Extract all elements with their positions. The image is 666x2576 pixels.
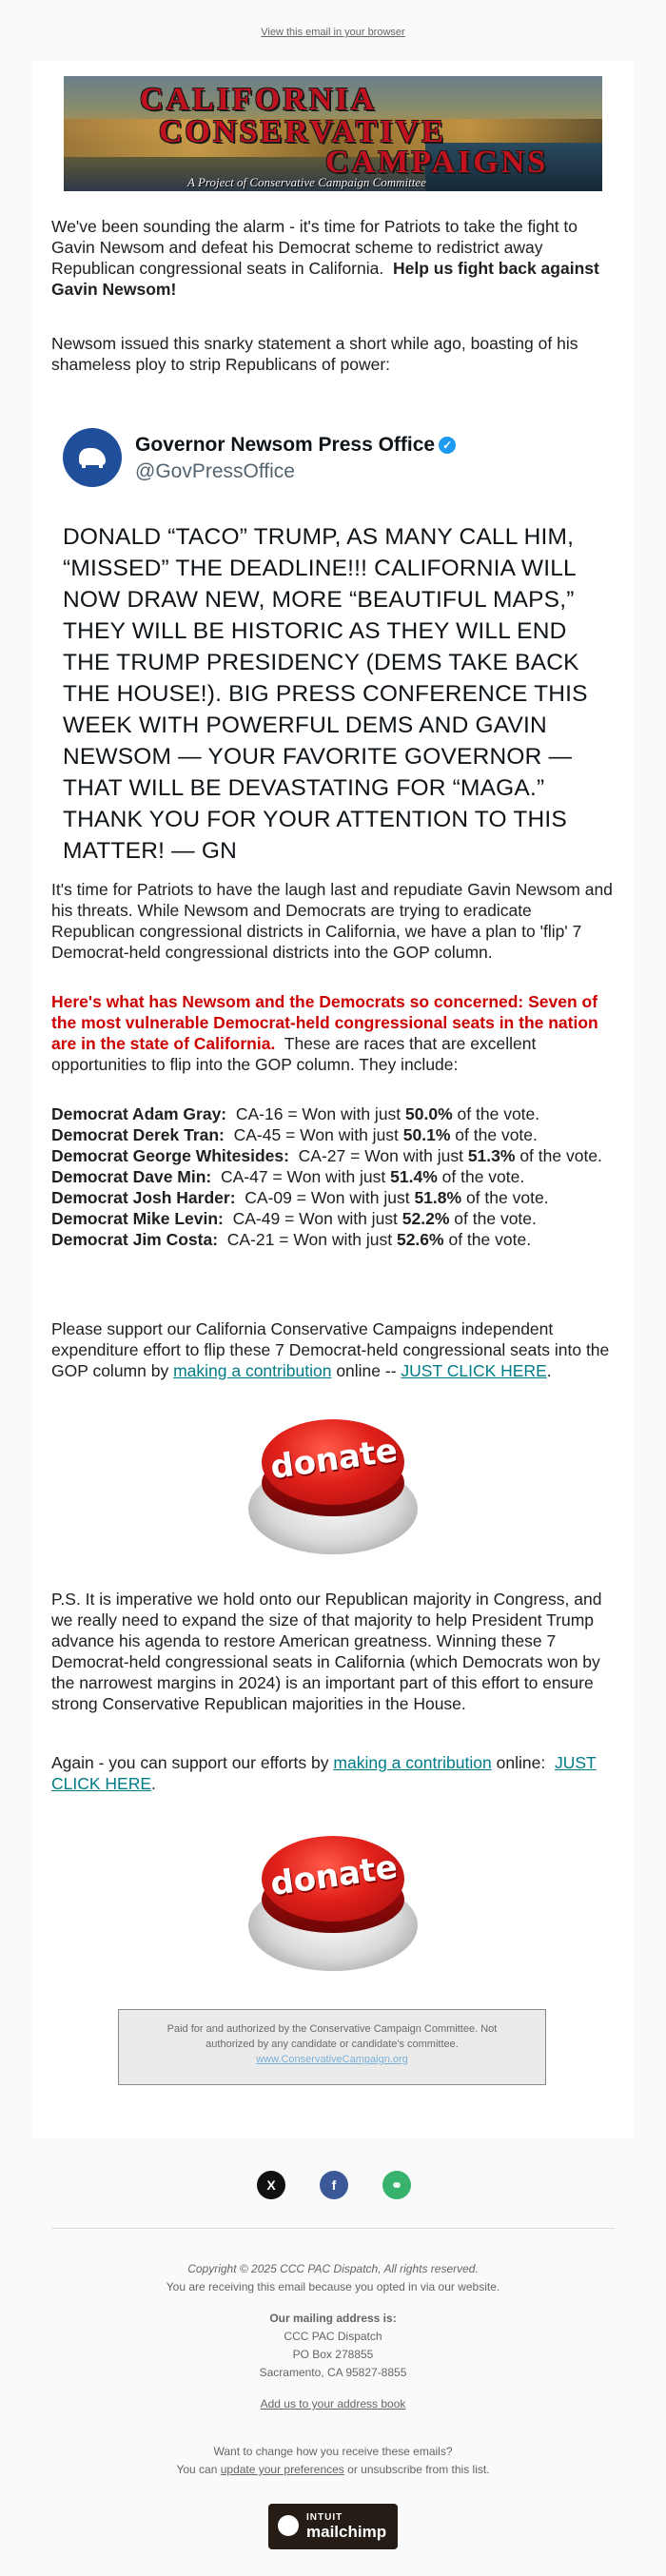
race-item: Democrat Adam Gray: CA-16 = Won with just 50.0% of the vote. — [51, 1104, 540, 1123]
address-line-2: PO Box 278855 — [292, 2348, 374, 2361]
address-line-3: Sacramento, CA 95827-8855 — [259, 2366, 407, 2379]
banner-tagline: A Project of Conservative Campaign Committee — [187, 175, 426, 189]
bear-avatar-icon — [63, 428, 122, 487]
copyright-text: Copyright © 2025 CCC PAC Dispatch, All rights reserved. — [187, 2262, 479, 2275]
mailchimp-badge-line1: INTUIT — [306, 2512, 343, 2523]
banner-title-line1: CALIFORNIA — [140, 82, 378, 117]
opted-in-text: You are receiving this email because you opted in via our website. — [166, 2280, 500, 2293]
concern-red-text: Here's what has Newsom and the Democrats so concerned: Seven of the most vulnerable Democrat-held congressional seats in the nation are in the state of California. — [51, 992, 598, 1053]
verified-check-icon: ✓ — [439, 437, 456, 454]
concern-paragraph: Here's what has Newsom and the Democrats so concerned: Seven of the most vulnerable Democrat-held congressional seats in the nation are in the state of California. These are races that are excellent opportunities to flip into the GOP column. They include: — [51, 992, 598, 1074]
mailchimp-logo-icon — [278, 2515, 299, 2536]
preferences-line: You can update your preferences or unsubscribe from this list. — [176, 2463, 490, 2476]
header-banner-image — [64, 76, 602, 191]
race-item: Democrat George Whitesides: CA-27 = Won with just 51.3% of the vote. — [51, 1146, 602, 1165]
update-preferences-link[interactable]: update your preferences — [220, 2463, 344, 2476]
donate-button-2[interactable] — [248, 1832, 418, 1975]
view-in-browser-link[interactable]: View this email in your browser — [261, 27, 405, 38]
add-address-book-link[interactable]: Add us to your address book — [260, 2397, 406, 2410]
banner-title-line2: CONSERVATIVE — [159, 114, 446, 149]
race-item: Democrat Jim Costa: CA-21 = Won with just 52.6% of the vote. — [51, 1230, 532, 1249]
races-list — [51, 1103, 615, 1250]
donate-button[interactable] — [248, 1415, 418, 1558]
facebook-social-icon[interactable]: f — [320, 2171, 348, 2199]
tweet-author-name: Governor Newsom Press Office ✓ — [135, 434, 456, 457]
change-emails-question: Want to change how you receive these emails? — [213, 2445, 453, 2458]
intro-paragraph: We've been sounding the alarm - it's time for Patriots to take the fight to Gavin Newsom and defeat his Democrat scheme to redistrict away Republican congressional seats in California. Help us fight back against Gavin Newsom! — [51, 217, 599, 299]
donate-button-label-2: donate — [267, 1847, 401, 1904]
race-item: Democrat Mike Levin: CA-49 = Won with just 52.2% of the vote. — [51, 1209, 537, 1228]
ps-paragraph: P.S. It is imperative we hold onto our Republican majority in Congress, and we really need to expand the size of that majority to help President Trump advance his agenda to restore American greatness. Winning these 7 Democrat-held congressional seats in California (which Democrats won by the narrowest margins in 2024) is an important part of this effort to ensure strong Conservative Republican majorities in the House. — [51, 1590, 602, 1713]
add-to-address-book — [0, 2395, 666, 2413]
email-body — [32, 61, 634, 2138]
embedded-tweet-header[interactable] — [63, 428, 596, 495]
website-link-icon[interactable]: ⚭ — [382, 2171, 411, 2199]
banner-title-line3: CAMPAIGNS — [325, 145, 549, 180]
disclaimer-box: Paid for and authorized by the Conservative Campaign Committee. Not authorized by any candidate or candidate's committee. www.ConservativeCampaign.org — [118, 2009, 546, 2085]
mailing-address-label: Our mailing address is: — [269, 2312, 397, 2325]
just-click-here-link[interactable]: JUST CLICK HERE — [401, 1361, 547, 1380]
footer-divider — [51, 2228, 615, 2229]
support-paragraph: Please support our California Conservative Campaigns independent expenditure effort to flip these 7 Democrat-held congressional seats into the GOP column by making a contribution online -- JUST CLICK HERE. — [51, 1319, 610, 1380]
mailchimp-badge[interactable] — [268, 2504, 398, 2549]
just-click-here-link-2[interactable]: JUST CLICK HERE — [51, 1753, 597, 1793]
tweet-author-handle: @GovPressOffice — [135, 460, 295, 482]
race-item: Democrat Derek Tran: CA-45 = Won with just 50.1% of the vote. — [51, 1125, 538, 1144]
mailchimp-badge-line2: mailchimp — [306, 2523, 387, 2541]
race-item: Democrat Josh Harder: CA-09 = Won with just 51.8% of the vote. — [51, 1188, 549, 1207]
donate-button-label: donate — [267, 1431, 401, 1488]
making-contribution-link[interactable]: making a contribution — [173, 1361, 332, 1380]
view-in-browser-bar — [0, 0, 666, 61]
intro-bold: Help us fight back against Gavin Newsom! — [51, 259, 599, 299]
website-link[interactable]: www.ConservativeCampaign.org — [256, 2054, 408, 2065]
race-item: Democrat Dave Min: CA-47 = Won with just 51.4% of the vote. — [51, 1167, 525, 1186]
making-contribution-link-2[interactable]: making a contribution — [333, 1753, 492, 1772]
patriots-paragraph: It's time for Patriots to have the laugh last and repudiate Gavin Newsom and his threats. While Newsom and Democrats are trying to eradicate Republican congressional districts in California, we have a plan to 'flip' 7 Democrat-held congressional districts into the GOP column. — [51, 880, 613, 962]
tweet-text: DONALD “TACO” TRUMP, AS MANY CALL HIM, “MISSED” THE DEADLINE!!! CALIFORNIA WILL NOW DRAW NEW, MORE “BEAUTIFUL MAPS,” THEY WILL BE HISTORIC AS THEY WILL END THE TRUMP PRESIDENCY (DEMS TAKE BACK THE HOUSE!). BIG PRESS CONFERENCE THIS WEEK WITH POWERFUL DEMS AND GAVIN NEWSOM — YOUR FAVORITE GOVERNOR — THAT WILL BE DEVASTATING FOR “MAGA.” THANK YOU FOR YOUR ATTENTION TO THIS MATTER! — GN — [63, 524, 588, 864]
address-line-1: CCC PAC Dispatch — [284, 2330, 382, 2343]
x-social-icon[interactable]: X — [257, 2171, 285, 2199]
again-paragraph: Again - you can support our efforts by making a contribution online: JUST CLICK HERE. — [51, 1753, 597, 1793]
newsom-intro-paragraph: Newsom issued this snarky statement a short while ago, boasting of his shameless ploy to strip Republicans of power: — [51, 334, 578, 374]
